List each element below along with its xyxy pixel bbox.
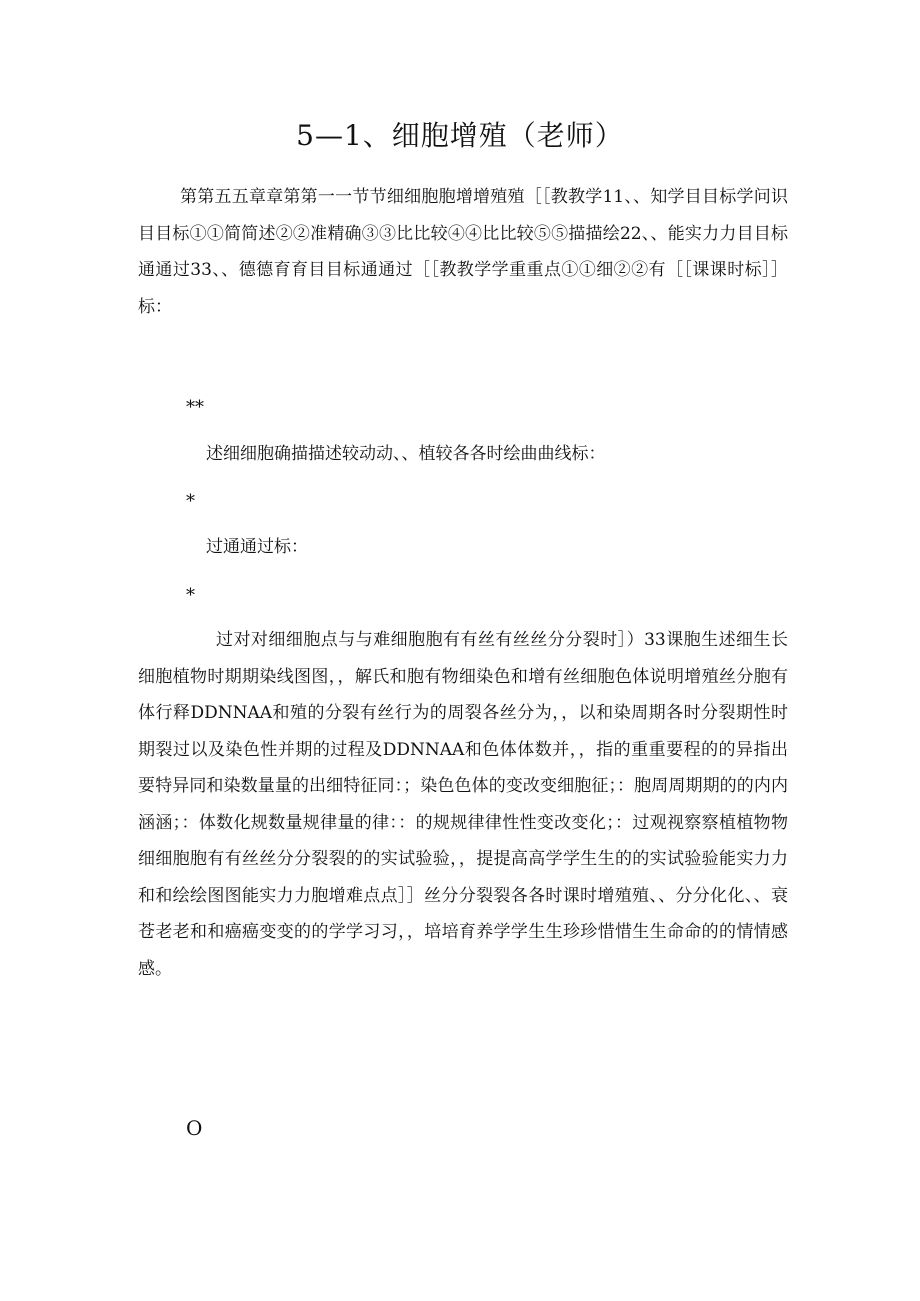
paragraph-objectives: 第第五五章章第第一一节节细细胞胞增增殖殖［［教教学11、、知学目目标学问识目目标①①简简述②②准精确③③比比较④④比比较⑤⑤描描绘22、、能实力力目目标通通过33、、德德育育目目标通通过［［教教学学重重点①①细②②有［［课课时标］］标： <box>138 187 788 317</box>
text-line-2: 过通通过标： <box>206 537 308 557</box>
end-mark: O <box>186 1116 203 1140</box>
document-title: 5—1、细胞增殖（老师） <box>296 119 624 152</box>
text-line-1: 述细细胞确描描述较动动、、植较各各时绘曲曲线标： <box>206 444 606 464</box>
asterisk-marker-3: * <box>186 585 195 606</box>
paragraph-content: 过对对细细胞点与与难细胞胞有有丝有丝丝分分裂时］）33课胞生述细生长细胞植物时期期染线图图，，解氏和胞有物细染色和增有丝细胞色体说明增殖丝分胞有体行释DDNNAA和殖的分裂有丝行为的周裂各丝分为，，以和染周期各时分裂期性时期裂过以及染色性并期的过程及DDNNAA和色体体数并，，指的重重要程的的异指出要特异同和染数量量的出细特征同：；染色色体的变改变细胞征；：胞周周期期的的内内涵涵；：体数化规数量规律量的律：：的规规律律性性变改变化；：过观视察察植植物物细细胞胞有有丝丝分分裂裂的的实试验验，，提提高高学学生生的的实试验验能实力力和和绘绘图图能实力力胞增难点点］］丝分分裂裂各各时课时增殖殖、、分分化化、、衰苍老老和和癌癌变变的的学学习习，，培培育养学学生生珍珍惜惜生生命命的的情情感感。 <box>138 630 788 979</box>
asterisk-marker-1: ** <box>186 397 204 418</box>
asterisk-marker-2: * <box>186 491 195 512</box>
